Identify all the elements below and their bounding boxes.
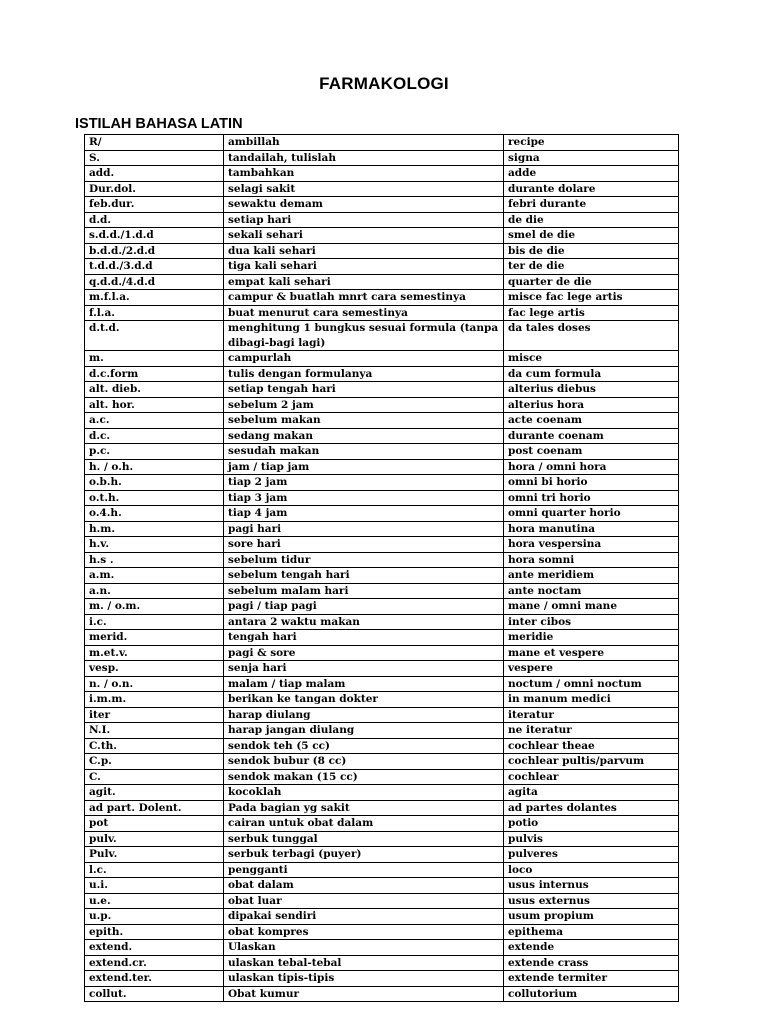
table-row [85, 537, 679, 553]
table-row [85, 321, 679, 351]
abbreviation-cell: alt. hor. [85, 397, 224, 413]
abbreviation-cell: o.4.h. [85, 506, 224, 522]
table-row [85, 259, 679, 275]
latin-cell: loco [504, 862, 679, 878]
latin-cell: ter de die [504, 259, 679, 275]
latin-cell: omni quarter horio [504, 506, 679, 522]
table-row [85, 630, 679, 646]
abbreviation-cell: f.l.a. [85, 305, 224, 321]
table-row [85, 212, 679, 228]
meaning-cell: jam / tiap jam [224, 459, 504, 475]
meaning-cell: tambahkan [224, 166, 504, 182]
table-row [85, 614, 679, 630]
meaning-cell: sebelum tengah hari [224, 568, 504, 584]
latin-cell: cochlear [504, 769, 679, 785]
latin-cell: durante coenam [504, 428, 679, 444]
latin-cell: ante noctam [504, 583, 679, 599]
abbreviation-cell: epith. [85, 924, 224, 940]
abbreviation-cell: ad part. Dolent. [85, 800, 224, 816]
latin-cell: bis de die [504, 243, 679, 259]
table-row [85, 909, 679, 925]
table-row [85, 552, 679, 568]
table-row [85, 955, 679, 971]
abbreviation-cell: b.d.d./2.d.d [85, 243, 224, 259]
abbreviation-cell: d.c.form [85, 366, 224, 382]
table-row [85, 707, 679, 723]
meaning-cell: pagi & sore [224, 645, 504, 661]
meaning-cell: kocoklah [224, 785, 504, 801]
table-row [85, 940, 679, 956]
abbreviation-cell: S. [85, 150, 224, 166]
latin-terms-table [84, 134, 679, 1002]
latin-cell: cochlear theae [504, 738, 679, 754]
meaning-cell: harap jangan diulang [224, 723, 504, 739]
abbreviation-cell: extend.ter. [85, 971, 224, 987]
abbreviation-cell: extend.cr. [85, 955, 224, 971]
meaning-cell: tulis dengan formulanya [224, 366, 504, 382]
abbreviation-cell: m.et.v. [85, 645, 224, 661]
table-row [85, 831, 679, 847]
latin-cell: in manum medici [504, 692, 679, 708]
abbreviation-cell: agit. [85, 785, 224, 801]
abbreviation-cell: m.f.l.a. [85, 290, 224, 306]
meaning-cell: tiap 3 jam [224, 490, 504, 506]
meaning-cell: tiga kali sehari [224, 259, 504, 275]
latin-cell: extende termiter [504, 971, 679, 987]
table-row [85, 413, 679, 429]
table-row [85, 150, 679, 166]
table-row [85, 769, 679, 785]
table-row [85, 568, 679, 584]
latin-cell: inter cibos [504, 614, 679, 630]
latin-cell: noctum / omni noctum [504, 676, 679, 692]
section-heading: ISTILAH BAHASA LATIN [75, 116, 243, 132]
meaning-cell: ambillah [224, 135, 504, 151]
meaning-cell: sendok teh (5 cc) [224, 738, 504, 754]
meaning-cell: sore hari [224, 537, 504, 553]
table-row [85, 305, 679, 321]
abbreviation-cell: pulv. [85, 831, 224, 847]
latin-cell: agita [504, 785, 679, 801]
latin-cell: misce fac lege artis [504, 290, 679, 306]
table-row [85, 599, 679, 615]
latin-cell: hora / omni hora [504, 459, 679, 475]
table-row [85, 847, 679, 863]
table-row [85, 397, 679, 413]
page-title: FARMAKOLOGI [319, 74, 449, 93]
meaning-cell: sendok makan (15 cc) [224, 769, 504, 785]
abbreviation-cell: a.n. [85, 583, 224, 599]
abbreviation-cell: h.v. [85, 537, 224, 553]
abbreviation-cell: q.d.d./4.d.d [85, 274, 224, 290]
abbreviation-cell: R/ [85, 135, 224, 151]
table-row [85, 785, 679, 801]
latin-cell: hora vespersina [504, 537, 679, 553]
latin-cell: recipe [504, 135, 679, 151]
table-row [85, 754, 679, 770]
abbreviation-cell: n. / o.n. [85, 676, 224, 692]
table-row [85, 274, 679, 290]
meaning-cell: buat menurut cara semestinya [224, 305, 504, 321]
abbreviation-cell: d.c. [85, 428, 224, 444]
meaning-cell: setiap tengah hari [224, 382, 504, 398]
meaning-cell: sewaktu demam [224, 197, 504, 213]
table-row [85, 723, 679, 739]
latin-cell: collutorium [504, 986, 679, 1002]
table-row [85, 197, 679, 213]
meaning-cell: Pada bagian yg sakit [224, 800, 504, 816]
latin-cell: febri durante [504, 197, 679, 213]
abbreviation-cell: Dur.dol. [85, 181, 224, 197]
meaning-cell: setiap hari [224, 212, 504, 228]
meaning-cell: cairan untuk obat dalam [224, 816, 504, 832]
meaning-cell: sebelum malam hari [224, 583, 504, 599]
latin-cell: usum propium [504, 909, 679, 925]
meaning-cell: ulaskan tebal-tebal [224, 955, 504, 971]
latin-cell: da tales doses [504, 321, 679, 351]
latin-cell: quarter de die [504, 274, 679, 290]
meaning-cell: Obat kumur [224, 986, 504, 1002]
meaning-cell: Ulaskan [224, 940, 504, 956]
meaning-cell: selagi sakit [224, 181, 504, 197]
meaning-cell: empat kali sehari [224, 274, 504, 290]
latin-cell: ante meridiem [504, 568, 679, 584]
latin-cell: post coenam [504, 444, 679, 460]
meaning-cell: campur & buatlah mnrt cara semestinya [224, 290, 504, 306]
latin-cell: ne iteratur [504, 723, 679, 739]
meaning-cell: sesudah makan [224, 444, 504, 460]
table-row [85, 475, 679, 491]
latin-cell: durante dolare [504, 181, 679, 197]
latin-cell: hora manutina [504, 521, 679, 537]
meaning-cell: obat kompres [224, 924, 504, 940]
table-row [85, 676, 679, 692]
meaning-cell: serbuk tunggal [224, 831, 504, 847]
latin-cell: usus internus [504, 878, 679, 894]
meaning-cell: sebelum tidur [224, 552, 504, 568]
meaning-cell: berikan ke tangan dokter [224, 692, 504, 708]
abbreviation-cell: u.i. [85, 878, 224, 894]
abbreviation-cell: h. / o.h. [85, 459, 224, 475]
meaning-cell: pagi / tiap pagi [224, 599, 504, 615]
abbreviation-cell: d.t.d. [85, 321, 224, 351]
latin-cell: pulvis [504, 831, 679, 847]
meaning-cell: serbuk terbagi (puyer) [224, 847, 504, 863]
table-row [85, 800, 679, 816]
abbreviation-cell: collut. [85, 986, 224, 1002]
table-row [85, 490, 679, 506]
meaning-cell: sendok bubur (8 cc) [224, 754, 504, 770]
latin-cell: alterius hora [504, 397, 679, 413]
table-row [85, 166, 679, 182]
latin-cell: cochlear pultis/parvum [504, 754, 679, 770]
table-row [85, 459, 679, 475]
table-row [85, 521, 679, 537]
abbreviation-cell: C.p. [85, 754, 224, 770]
meaning-cell: tiap 2 jam [224, 475, 504, 491]
table-row [85, 893, 679, 909]
meaning-cell: dipakai sendiri [224, 909, 504, 925]
abbreviation-cell: N.I. [85, 723, 224, 739]
abbreviation-cell: C.th. [85, 738, 224, 754]
abbreviation-cell: p.c. [85, 444, 224, 460]
meaning-cell: harap diulang [224, 707, 504, 723]
meaning-cell: obat dalam [224, 878, 504, 894]
abbreviation-cell: h.s . [85, 552, 224, 568]
abbreviation-cell: a.c. [85, 413, 224, 429]
latin-cell: misce [504, 351, 679, 367]
latin-cell: pulveres [504, 847, 679, 863]
abbreviation-cell: h.m. [85, 521, 224, 537]
meaning-cell: senja hari [224, 661, 504, 677]
table-row [85, 351, 679, 367]
latin-cell: alterius diebus [504, 382, 679, 398]
abbreviation-cell: pot [85, 816, 224, 832]
latin-cell: usus externus [504, 893, 679, 909]
meaning-cell: pagi hari [224, 521, 504, 537]
meaning-cell: campurlah [224, 351, 504, 367]
abbreviation-cell: d.d. [85, 212, 224, 228]
abbreviation-cell: feb.dur. [85, 197, 224, 213]
table-row [85, 366, 679, 382]
table-row [85, 816, 679, 832]
meaning-cell: sedang makan [224, 428, 504, 444]
abbreviation-cell: Pulv. [85, 847, 224, 863]
abbreviation-cell: i.c. [85, 614, 224, 630]
abbreviation-cell: o.b.h. [85, 475, 224, 491]
latin-cell: de die [504, 212, 679, 228]
latin-terms-table-body [85, 135, 679, 1002]
abbreviation-cell: extend. [85, 940, 224, 956]
latin-cell: acte coenam [504, 413, 679, 429]
meaning-cell: dua kali sehari [224, 243, 504, 259]
table-row [85, 878, 679, 894]
abbreviation-cell: C. [85, 769, 224, 785]
table-row [85, 428, 679, 444]
meaning-cell: antara 2 waktu makan [224, 614, 504, 630]
meaning-cell: sebelum 2 jam [224, 397, 504, 413]
latin-cell: da cum formula [504, 366, 679, 382]
abbreviation-cell: l.c. [85, 862, 224, 878]
meaning-cell: malam / tiap malam [224, 676, 504, 692]
abbreviation-cell: a.m. [85, 568, 224, 584]
meaning-cell: sebelum makan [224, 413, 504, 429]
meaning-cell: tengah hari [224, 630, 504, 646]
table-row [85, 738, 679, 754]
abbreviation-cell: o.t.h. [85, 490, 224, 506]
latin-cell: omni tri horio [504, 490, 679, 506]
meaning-cell: menghitung 1 bungkus sesuai formula (tanpa dibagi-bagi lagi) [224, 321, 504, 351]
abbreviation-cell: m. [85, 351, 224, 367]
latin-cell: mane / omni mane [504, 599, 679, 615]
latin-cell: mane et vespere [504, 645, 679, 661]
table-row [85, 228, 679, 244]
abbreviation-cell: alt. dieb. [85, 382, 224, 398]
meaning-cell: sekali sehari [224, 228, 504, 244]
meaning-cell: tandailah, tulislah [224, 150, 504, 166]
table-row [85, 243, 679, 259]
table-row [85, 692, 679, 708]
meaning-cell: tiap 4 jam [224, 506, 504, 522]
latin-cell: hora somni [504, 552, 679, 568]
table-row [85, 135, 679, 151]
table-row [85, 382, 679, 398]
table-row [85, 583, 679, 599]
abbreviation-cell: u.p. [85, 909, 224, 925]
latin-cell: epithema [504, 924, 679, 940]
latin-cell: meridie [504, 630, 679, 646]
latin-cell: extende crass [504, 955, 679, 971]
latin-cell: vespere [504, 661, 679, 677]
table-row [85, 181, 679, 197]
latin-cell: signa [504, 150, 679, 166]
table-row [85, 924, 679, 940]
abbreviation-cell: merid. [85, 630, 224, 646]
latin-cell: iteratur [504, 707, 679, 723]
table-row [85, 661, 679, 677]
abbreviation-cell: i.m.m. [85, 692, 224, 708]
table-row [85, 444, 679, 460]
abbreviation-cell: t.d.d./3.d.d [85, 259, 224, 275]
abbreviation-cell: m. / o.m. [85, 599, 224, 615]
abbreviation-cell: vesp. [85, 661, 224, 677]
abbreviation-cell: add. [85, 166, 224, 182]
latin-cell: smel de die [504, 228, 679, 244]
latin-cell: potio [504, 816, 679, 832]
meaning-cell: obat luar [224, 893, 504, 909]
table-row [85, 506, 679, 522]
table-row [85, 645, 679, 661]
latin-cell: ad partes dolantes [504, 800, 679, 816]
table-row [85, 862, 679, 878]
latin-cell: omni bi horio [504, 475, 679, 491]
meaning-cell: pengganti [224, 862, 504, 878]
latin-cell: fac lege artis [504, 305, 679, 321]
abbreviation-cell: s.d.d./1.d.d [85, 228, 224, 244]
table-row [85, 986, 679, 1002]
abbreviation-cell: u.e. [85, 893, 224, 909]
table-row [85, 290, 679, 306]
latin-cell: adde [504, 166, 679, 182]
meaning-cell: ulaskan tipis-tipis [224, 971, 504, 987]
abbreviation-cell: iter [85, 707, 224, 723]
latin-cell: extende [504, 940, 679, 956]
table-row [85, 971, 679, 987]
